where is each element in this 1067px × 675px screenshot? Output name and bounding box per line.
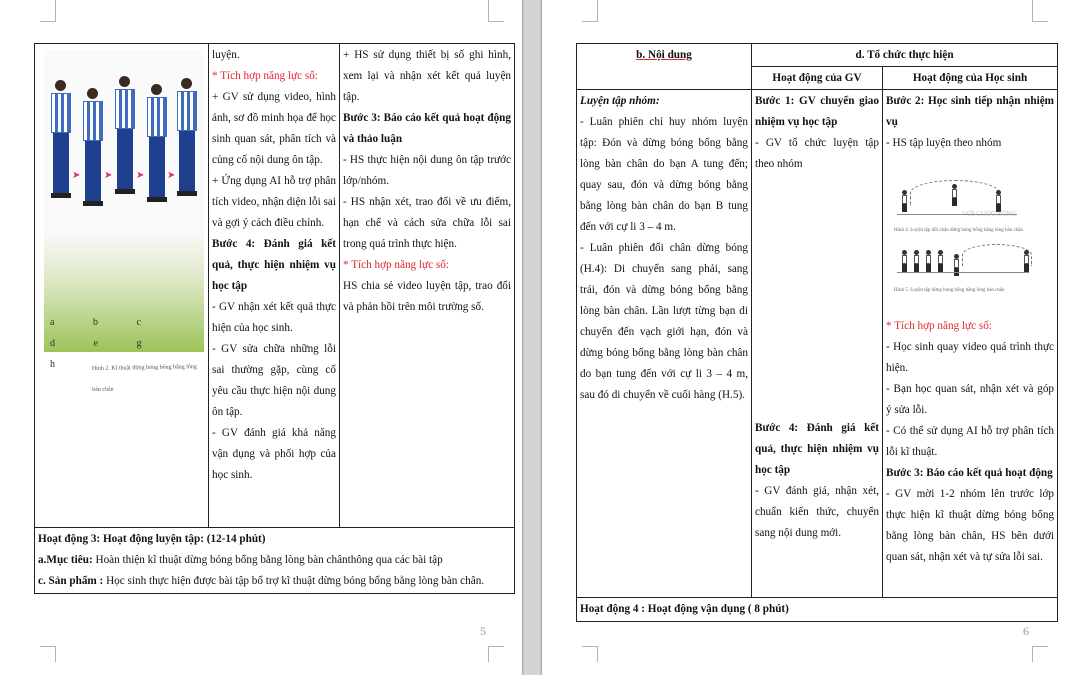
digital-integration-heading: * Tích hợp năng lực số: [212,70,318,82]
activity3-goal [38,550,511,571]
activity4-title: Hoạt động 4 : Hoạt động vận dụng ( 8 phút) [577,598,1058,622]
teacher-column-p6 [752,90,883,598]
col3-line-3: - HS nhận xét, trao đổi về ưu điểm, hạn chế và cách sửa chữa lỗi sai trong quá trình thực hiện. [343,196,511,250]
product-text: Học sinh thực hiện được bài tập bổ trợ kĩ thuật dừng bóng bổng bằng lòng bàn chân. [103,575,485,587]
activity3-block [35,528,515,594]
content-column [577,90,752,598]
training-diagram [892,162,1032,312]
goal-text: Hoàn thiện kĩ thuật dừng bóng bổng bằng lòng bàn chânthông qua các bài tập [92,554,443,566]
page-number-5: 5 [480,624,486,638]
goal-label: a.Mục tiêu: [38,554,93,566]
teacher-t1: - GV tổ chức luyện tập theo nhóm [755,137,879,170]
diagram-watermark: VỚI CUỘC SỐNG [962,210,1017,218]
student-column-p5 [340,44,515,528]
figure4-caption: Hình 4. Luyện tập đổi chân dừng bóng bổng bằng lòng bàn chân [894,228,1023,233]
figure-cell [35,44,209,528]
content-header: b. Nội dung [577,44,752,90]
col3-line-2: - HS thực hiện nội dung ôn tập trước lớp/nhóm. [343,154,511,187]
step3-heading: Bước 3: Báo cáo kết quả hoạt động và thảo luận [343,112,511,145]
teacher-column-p5 [209,44,340,528]
page-5 [0,0,522,675]
col3-line-5: HS chia sẻ video luyện tập, trao đổi và phản hồi trên môi trường số. [343,280,511,313]
organize-header: d. Tổ chức thực hiện [752,44,1058,67]
figure5-caption: Hình 5. Luyện tập dừng bóng bổng bằng lòng bàn chân [894,288,1005,293]
student-step2: Bước 2: Học sinh tiếp nhận nhiệm vụ [886,95,1055,128]
activity3-product [38,571,511,592]
student-step3: Bước 3: Báo cáo kết quả hoạt động [886,467,1053,479]
student-column-p6 [883,90,1058,598]
teacher-t4: - GV đánh giá, nhận xét, chuẩn kiến thức, chuyển sang nội dung mới. [755,485,879,539]
teacher-step1: Bước 1: GV chuyển giao nhiệm vụ học tập [755,95,879,128]
student-s5: - GV mời 1-2 nhóm lên trước lớp thực hiện kĩ thuật dừng bóng bổng bằng lòng bàn chân, HS bên dưới quan sát, nhận xét và tự sửa lỗi sai. [886,488,1055,563]
col2-line-5: - GV nhận xét kết quả thực hiện của học sinh. [212,301,336,334]
page-6 [542,0,1067,675]
activity3-title: Hoạt động 3: Hoạt động luyện tập: (12-14 phút) [38,533,266,545]
content-p2: - Luân phiên đổi chân dừng bóng (H.4): Di chuyển sang phải, sang trái, đón và dừng bóng bổng bằng lòng bàn chân. Lần lượt từng bạn di chuyển đến vạch giới hạn, đón và dừng bóng bổng bằng lòng bàn chân do bạn tung đến với cự li 3 – 4 m, sau đó di chuyển về cuối hàng (H.5). [580,242,748,401]
teacher-header: Hoạt động của GV [752,67,883,90]
col2-line-2: + GV sử dụng video, hình ảnh, sơ đồ minh họa để học sinh quan sát, phân tích và củng cố nội dung ôn tập. [212,91,336,166]
col3-line-0: + HS sử dụng thiết bị số ghi hình, xem lại và nhận xét kết quả luyện tập. [343,49,511,103]
student-s4: - Có thể sử dụng AI hỗ trợ phân tích lỗi kĩ thuật. [886,425,1055,458]
footwork-photo: ➤ ➤ ➤ ➤ a b c d e g h Hình 2. Kĩ thuật dừng bóng bổng bằng lòng bàn chân [44,50,204,352]
student-header: Hoạt động của Học sinh [883,67,1058,90]
page-number-6: 6 [1023,624,1029,638]
col2-line-7: - GV đánh giá khả năng vận dụng và phối hợp của học sinh. [212,427,336,481]
figure-caption: Hình 2. Kĩ thuật dừng bóng bổng bằng lòng bàn chân [91,364,197,393]
student-digital-heading: * Tích hợp năng lực số: [886,320,992,332]
figure-letters: a b c d e g h [50,317,160,370]
digital-integration-heading-2: * Tích hợp năng lực số: [343,259,449,271]
student-s3: - Bạn học quan sát, nhận xét và góp ý sửa lỗi. [886,383,1055,416]
teacher-step4: Bước 4: Đánh giá kết quả, thực hiện nhiệm vụ học tập [755,422,879,476]
page-gutter [524,0,540,675]
product-label: c. Sản phẩm : [38,575,104,587]
student-s2: - Học sinh quay video quá trình thực hiện. [886,341,1055,374]
activity-table-page6 [576,43,1058,622]
col2-line-6: - GV sửa chữa những lỗi sai thường gặp, cùng cố yêu cầu thực hiện nội dung ôn tập. [212,343,336,418]
content-heading: Luyện tập nhóm: [580,95,660,107]
student-s1: - HS tập luyện theo nhóm [886,137,1002,149]
activity-table-page5 [34,43,515,594]
step4-heading: Bước 4: Đánh giá kết quả, thực hiện nhiệm vụ học tập [212,238,336,292]
col2-line-3: + Ứng dụng AI hỗ trợ phân tích video, nhận diện lỗi sai và gợi ý cách điều chỉnh. [212,175,336,229]
col2-line-0: luyện. [212,49,240,61]
content-p1: - Luân phiên chỉ huy nhóm luyện tập: Đón và dừng bóng bổng bằng lòng bàn chân do bạn A tung đến; quay sau, đón và dừng bóng bằng bằng lòng bàn chân do bạn B tung đến với cự li 3 – 4 m. [580,116,748,233]
